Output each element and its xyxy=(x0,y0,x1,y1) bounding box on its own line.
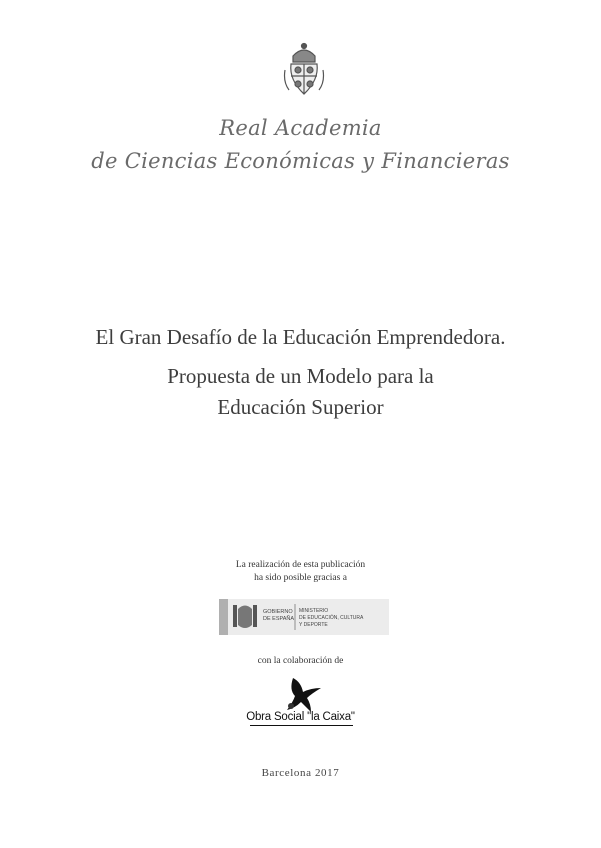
place-and-year: Barcelona 2017 xyxy=(261,767,340,779)
document-title-line1: El Gran Desafío de la Educación Emprendedora. xyxy=(95,325,506,349)
government-ministry-logo xyxy=(219,599,389,635)
document-title-line3: Educación Superior xyxy=(217,395,384,419)
obra-social-la-caixa-label: Obra Social "la Caixa" xyxy=(246,711,355,723)
ministry-line1: MINISTERIO xyxy=(299,608,329,614)
academy-name-line1: Real Academia xyxy=(219,116,382,140)
academy-crest-logo xyxy=(283,40,325,98)
ministry-line2: DE EDUCACIÓN, CULTURA xyxy=(299,615,364,621)
sponsor-intro-line1: La realización de esta publicación xyxy=(235,560,366,570)
document-title-line2: Propuesta de un Modelo para la xyxy=(167,364,434,388)
ministry-line3: Y DEPORTE xyxy=(299,622,328,628)
sponsor-intro-line2: ha sido posible gracias a xyxy=(254,573,347,583)
collaboration-label: con la colaboración de xyxy=(257,656,344,666)
academy-name-line2: de Ciencias Económicas y Financieras xyxy=(91,149,510,173)
caixa-underline xyxy=(250,725,353,726)
gov-line1: GOBIERNO xyxy=(263,609,293,615)
gov-line2: DE ESPAÑA xyxy=(263,616,295,622)
la-caixa-star-logo xyxy=(281,676,323,714)
